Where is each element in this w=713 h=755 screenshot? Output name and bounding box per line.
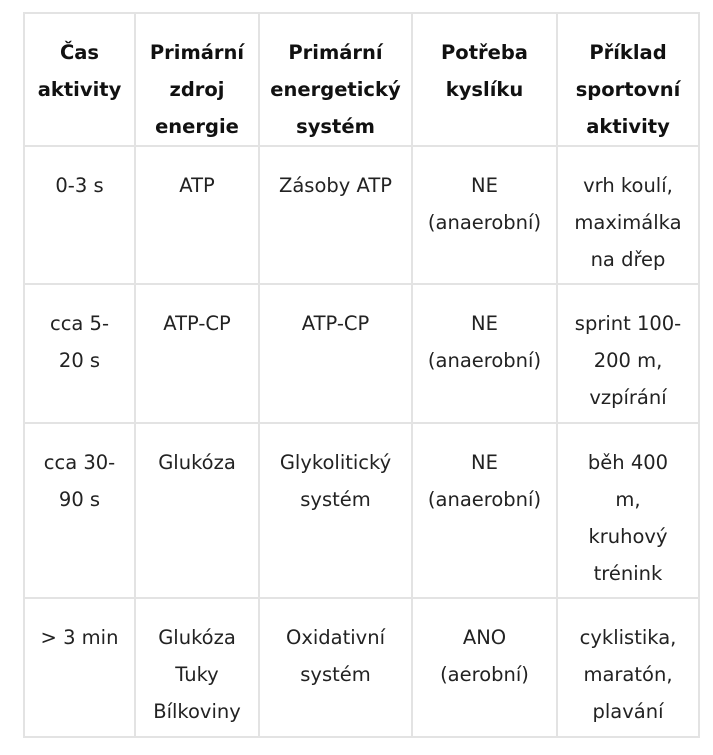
cell-text-line: kruhový xyxy=(588,525,668,548)
cell-text-line: 90 s xyxy=(58,488,101,511)
cell-sport-example xyxy=(557,423,699,598)
table-row xyxy=(24,284,699,423)
cell-energy-system xyxy=(259,146,412,284)
header-primary-energy-source xyxy=(135,13,259,146)
energy-systems-table xyxy=(23,12,700,738)
header-text-line: energie xyxy=(155,115,239,138)
cell-text-line: NE xyxy=(471,312,498,335)
header-activity-time xyxy=(24,13,135,146)
cell-energy-source xyxy=(135,423,259,598)
cell-text-line: cyklistika, xyxy=(579,626,677,649)
cell-text-line: 20 s xyxy=(58,349,101,372)
header-text-line: Příklad xyxy=(589,41,667,64)
table-row xyxy=(24,146,699,284)
header-text-line: Čas xyxy=(59,41,100,64)
cell-text-line: maratón, xyxy=(583,663,673,686)
cell-text-line: sprint 100- xyxy=(574,312,682,335)
cell-text-line: (aerobní) xyxy=(440,663,529,686)
energy-systems-table-container xyxy=(23,12,700,738)
header-text-line: kyslíku xyxy=(445,78,524,101)
cell-text-line: na dřep xyxy=(590,248,666,271)
cell-text-line: maximálka xyxy=(574,211,682,234)
cell-text-line: trénink xyxy=(593,562,663,585)
header-text-line: systém xyxy=(296,115,375,138)
cell-text-line: Bílkoviny xyxy=(153,700,241,723)
cell-text-line: ATP-CP xyxy=(163,312,231,335)
cell-text-line: vzpírání xyxy=(589,386,667,409)
cell-oxygen-need xyxy=(412,598,557,737)
cell-text-line: cca 30- xyxy=(43,451,116,474)
cell-text-line: m, xyxy=(615,488,641,511)
cell-activity-time xyxy=(24,284,135,423)
header-primary-energy-system xyxy=(259,13,412,146)
cell-text-line: ATP xyxy=(179,174,215,197)
header-text-line: energetický xyxy=(270,78,401,101)
header-text-line: Primární xyxy=(149,41,245,64)
cell-text-line: cca 5- xyxy=(49,312,110,335)
cell-energy-system xyxy=(259,284,412,423)
header-text-line: Primární xyxy=(288,41,383,64)
cell-text-line: NE xyxy=(471,451,498,474)
cell-text-line: systém xyxy=(300,488,371,511)
cell-energy-system xyxy=(259,423,412,598)
cell-text-line: (anaerobní) xyxy=(427,349,542,372)
cell-text-line: Oxidativní xyxy=(285,626,385,649)
header-text-line: sportovní xyxy=(575,78,681,101)
cell-oxygen-need xyxy=(412,146,557,284)
cell-energy-source xyxy=(135,146,259,284)
cell-text-line: ANO xyxy=(462,626,507,649)
cell-sport-example xyxy=(557,598,699,737)
cell-energy-system xyxy=(259,598,412,737)
cell-text-line: systém xyxy=(300,663,371,686)
cell-energy-source xyxy=(135,598,259,737)
cell-text-line: plavání xyxy=(592,700,664,723)
header-text-line: aktivity xyxy=(586,115,670,138)
header-text-line: Potřeba xyxy=(441,41,528,64)
cell-activity-time xyxy=(24,146,135,284)
cell-activity-time xyxy=(24,423,135,598)
cell-text-line: vrh koulí, xyxy=(583,174,673,197)
table-row xyxy=(24,423,699,598)
cell-text-line: (anaerobní) xyxy=(427,211,542,234)
cell-text-line: ATP-CP xyxy=(301,312,370,335)
header-text-line: aktivity xyxy=(37,78,122,101)
cell-oxygen-need xyxy=(412,423,557,598)
cell-sport-example xyxy=(557,146,699,284)
cell-text-line: Glukóza xyxy=(158,626,236,649)
cell-activity-time xyxy=(24,598,135,737)
cell-text-line: NE xyxy=(471,174,498,197)
header-text-line: zdroj xyxy=(169,78,225,101)
cell-sport-example xyxy=(557,284,699,423)
cell-text-line: 0-3 s xyxy=(55,174,104,197)
table-header-row xyxy=(24,13,699,146)
cell-text-line: > 3 min xyxy=(40,626,119,649)
cell-energy-source xyxy=(135,284,259,423)
cell-text-line: běh 400 xyxy=(587,451,669,474)
header-oxygen-need xyxy=(412,13,557,146)
table-row xyxy=(24,598,699,737)
cell-text-line: Glykolitický xyxy=(279,451,392,474)
cell-text-line: Zásoby ATP xyxy=(278,174,392,197)
cell-text-line: 200 m, xyxy=(593,349,663,372)
header-sport-example xyxy=(557,13,699,146)
cell-text-line: Tuky xyxy=(175,663,219,686)
cell-text-line: (anaerobní) xyxy=(427,488,542,511)
cell-text-line: Glukóza xyxy=(158,451,236,474)
cell-oxygen-need xyxy=(412,284,557,423)
